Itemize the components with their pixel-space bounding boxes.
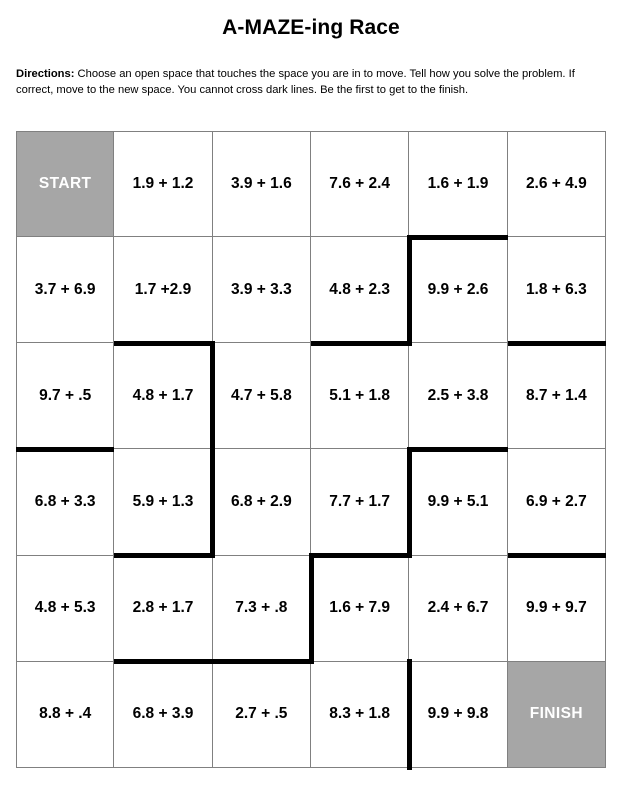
- maze-wall-vertical: [210, 341, 215, 452]
- directions-text: Choose an open space that touches the space you are in to move. Tell how you solve the problem. If correct, move to the new space. You cannot cross dark lines. Be the first to get to the finish.: [16, 68, 575, 97]
- maze-cell[interactable]: 6.8 + 2.9: [213, 449, 311, 555]
- maze-wall-vertical: [309, 553, 314, 664]
- maze-wall-horizontal: [16, 447, 114, 452]
- maze-grid: [16, 131, 606, 768]
- maze-wall-vertical: [407, 447, 412, 558]
- maze-cell[interactable]: 1.9 + 1.2: [114, 131, 212, 237]
- maze-wall-horizontal: [114, 553, 212, 558]
- maze-cell[interactable]: 5.9 + 1.3: [114, 449, 212, 555]
- maze-cell[interactable]: 9.7 + .5: [16, 343, 114, 449]
- maze-cell[interactable]: 9.9 + 9.7: [508, 556, 606, 662]
- maze-cell[interactable]: 2.6 + 4.9: [508, 131, 606, 237]
- maze-cell[interactable]: 2.4 + 6.7: [409, 556, 507, 662]
- maze-cell[interactable]: 6.8 + 3.9: [114, 662, 212, 768]
- maze-cell[interactable]: 4.7 + 5.8: [213, 343, 311, 449]
- maze-cell[interactable]: 4.8 + 1.7: [114, 343, 212, 449]
- maze-cell[interactable]: 1.7 +2.9: [114, 237, 212, 343]
- maze-cell[interactable]: 7.3 + .8: [213, 556, 311, 662]
- maze-wall-horizontal: [409, 447, 507, 452]
- maze-wall-horizontal: [114, 341, 212, 346]
- maze-cell[interactable]: 2.8 + 1.7: [114, 556, 212, 662]
- maze-cell[interactable]: 2.7 + .5: [213, 662, 311, 768]
- maze-cell[interactable]: 4.8 + 2.3: [311, 237, 409, 343]
- maze-cell[interactable]: 7.6 + 2.4: [311, 131, 409, 237]
- maze-cell[interactable]: 1.6 + 7.9: [311, 556, 409, 662]
- maze-cell[interactable]: 8.3 + 1.8: [311, 662, 409, 768]
- maze-cell[interactable]: 9.9 + 9.8: [409, 662, 507, 768]
- maze-wall-horizontal: [508, 553, 606, 558]
- maze-cell[interactable]: 5.1 + 1.8: [311, 343, 409, 449]
- maze-wall-horizontal: [213, 659, 311, 664]
- maze-cell[interactable]: 3.7 + 6.9: [16, 237, 114, 343]
- maze-cell[interactable]: 4.8 + 5.3: [16, 556, 114, 662]
- maze-cell[interactable]: 1.8 + 6.3: [508, 237, 606, 343]
- maze-wall-vertical: [407, 659, 412, 770]
- maze-cell[interactable]: 7.7 + 1.7: [311, 449, 409, 555]
- maze-cell-finish[interactable]: FINISH: [508, 662, 606, 768]
- page-title: A-MAZE-ing Race: [222, 16, 400, 39]
- maze-wall-vertical: [210, 447, 215, 558]
- maze-wall-horizontal: [508, 341, 606, 346]
- maze-wall-horizontal: [311, 553, 409, 558]
- maze-cell[interactable]: 3.9 + 1.6: [213, 131, 311, 237]
- maze-cell[interactable]: 9.9 + 5.1: [409, 449, 507, 555]
- maze-cell[interactable]: 9.9 + 2.6: [409, 237, 507, 343]
- maze-wall-horizontal: [114, 659, 212, 664]
- maze-cell[interactable]: 1.6 + 1.9: [409, 131, 507, 237]
- maze-cell[interactable]: 6.8 + 3.3: [16, 449, 114, 555]
- maze-cell[interactable]: 3.9 + 3.3: [213, 237, 311, 343]
- directions-paragraph: [16, 66, 606, 98]
- maze-wall-vertical: [407, 235, 412, 346]
- maze-cell[interactable]: 2.5 + 3.8: [409, 343, 507, 449]
- maze-wall-horizontal: [311, 341, 409, 346]
- maze-wall-horizontal: [409, 235, 507, 240]
- maze-container: [16, 131, 606, 768]
- maze-cell[interactable]: 8.7 + 1.4: [508, 343, 606, 449]
- maze-cell[interactable]: 8.8 + .4: [16, 662, 114, 768]
- maze-cell-start[interactable]: START: [16, 131, 114, 237]
- directions-label: Directions:: [16, 68, 75, 80]
- maze-cell[interactable]: 6.9 + 2.7: [508, 449, 606, 555]
